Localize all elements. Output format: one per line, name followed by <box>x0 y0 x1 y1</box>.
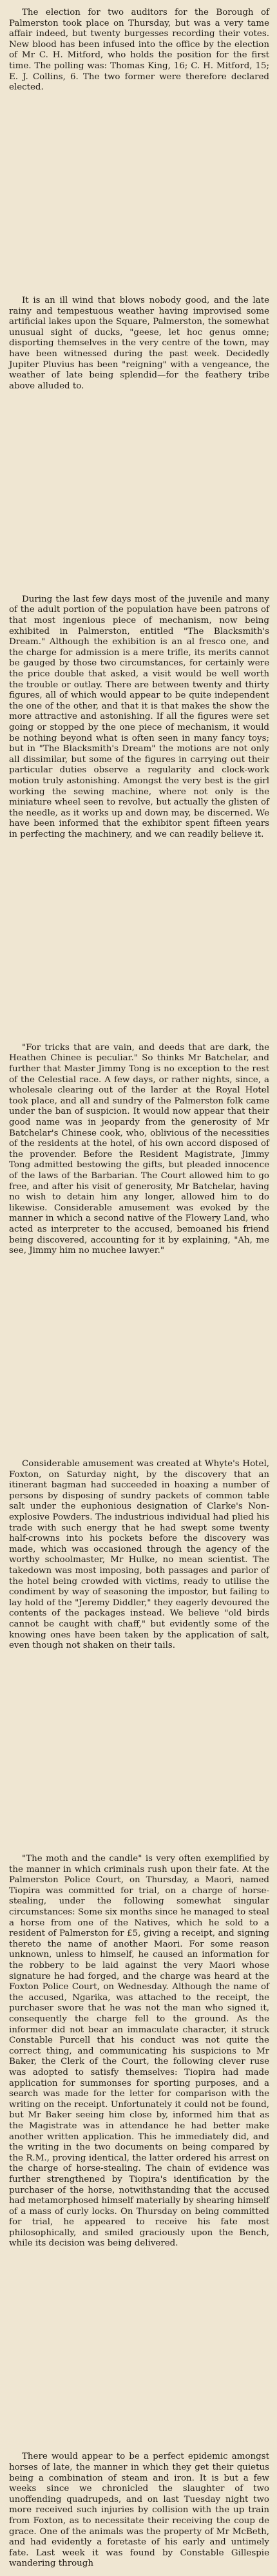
paragraph-auditors-election: The election for two auditors for the Borough of Palmerston took place on Thursday, but was a very tame affair indeed, but twenty burgesses recording their votes. New blood has been infused into the office by the election of Mr C. H. Mitford, who holds the position for the first time. The polling was: Thomas King, 16; C. H. Mitford, 15; E. J. Collins, 6. The two former were therefore declared elected. <box>9 8 269 93</box>
paragraph-moth-and-candle: "The moth and the candle" is very often exemplified by the manner in which criminals rush upon their fate. At the Palmerston Police Court, on Thursday, a Maori, named Tiopira was committed for trial, on a charge of horse-stealing, under the following somewhat singular circumstances: Some six months since he managed to steal a horse from one of the Natives, which he sold to a resident of Palmerston for £5, giving a receipt, and signing thereto the name of another Maori. For some reason unknown, unless to himself, he caused an information for the robbery to be laid against the very Maori whose signature he had forged, and the charge was heard at the Foxton Police Court, on Wednesday. Although the name of the accused, Ngarika, was attached to the receipt, the purchaser swore that he was not the man who signed it, consequently the charge fell to the ground. As the informer did not bear an immaculate character, it struck Constable Purcell that his conduct was not quite the correct thing, and communicating his suspicions to Mr Baker, the Clerk of the Court, the following clever ruse was adopted to satisfy themselves: Tiopira had made application for summonses for sporting purposes, and a search was made for the letter for comparison with the writing on the receipt. Unfortunately it could not be found, but Mr Baker seeing him close by, informed him that as the Magistrate was in attendance he had better make another written application. This he immediately did, and the writing in the two documents on being compared by the R.M., proving identical, the latter ordered his arrest on the charge of horse-stealing. The chain of evidence was further strengthened by Tiopira's identification by the purchaser of the horse, notwithstanding that the accused had metamorphosed himself materially by shearing himself of a mass of curly locks. On Thursday on being committed for trial, he appeared to receive his fate most philosophically, and smiled graciously upon the Bench, while its decision was being delivered. <box>9 1854 269 2249</box>
paragraph-whytes-hotel-hoax: Considerable amusement was created at Whyte's Hotel, Foxton, on Saturday night, by the discovery that an itinerant bagman had succeeded in hoaxing a number of persons by disposing of sundry packets of common table salt under the euphonious designation of Clarke's Non-explosive Powders. The industrious individual had plied his trade with such energy that he had swept some twenty half-crowns into his pockets before the discovery was made, which was occasioned through the agency of the worthy schoolmaster, Mr Hulke, no mean scientist. The takedown was most imposing, both passages and parlor of the hotel being crowded with victims, ready to utilise the condiment by way of seasoning the impostor, but failing to lay hold of the "Jeremy Diddler," they eagerly devoured the contents of the packages instead. We believe "old birds cannot be caught with chaff," but evidently some of the knowing ones have been taken by the application of salt, even though not shaken on their tails. <box>9 1459 269 1651</box>
paragraph-blacksmiths-dream: During the last few days most of the juvenile and many of the adult portion of the population have been patrons of that most ingenious piece of mechanism, now being exhibited in Palmerston, entitled "The Blacksmith's Dream." Although the exhibition is an al fresco one, and the charge for admission is a mere trifle, its merits cannot be gauged by those two circumstances, for certainly were the price double that asked, a visit would be well worth the trouble or outlay. There are between twenty and thirty figures, all of which would appear to be quite independent the one of the other, and that it is that makes the show the more attractive and astonishing. If all the figures were set going or stopped by the one piece of mechanism, it would be nothing beyond what is often seen in many fancy toys; but in "The Blacksmith's Dream" the motions are not only all dissimilar, but some of the figures in carrying out their particular duties observe a regularity and clock-work motion truly astonishing. Amongst the very best is the girl working the sewing machine, where not only is the miniature wheel seen to revolve, but actually the glisten of the needle, as it works up and down may, be discerned. We have been informed that the exhibitor spent fifteen years in perfecting the machinery, and we can readily believe it. <box>9 594 269 839</box>
paragraph-ducks-on-square: It is an ill wind that blows nobody good, and the late rainy and tempestuous weather having improvised some artificial lakes upon the Square, Palmerston, the somewhat unusual sight of ducks, "geese, let hoc genus omne; disporting themselves in the very centre of the town, may have been witnessed during the past week. Decidedly Jupiter Pluvius has been "reigning" with a vengeance, the weather of late being splendid—for the feathery tribe above alluded to. <box>9 296 269 391</box>
paragraph-horse-epidemic: There would appear to be a perfect epidemic amongst horses of late, the manner in which they get their quietus being a combination of steam and iron. It is but a few weeks since we chronicled the slaughter of two unoffending quadrupeds, and on last Tuesday night two more received such injuries by collision with the up train from Foxton, as to necessitate their receiving the coup de grace. One of the animals was the property of Mr McBeth, and had evidently a foretaste of his early and untimely fate. Last week it was found by Constable Gillespie wandering through <box>9 2452 269 2569</box>
paragraph-heathen-chinee: "For tricks that are vain, and deeds that are dark, the Heathen Chinee is peculiar." So thinks Mr Batchelar, and further that Master Jimmy Tong is no exception to the rest of the Celestial race. A few days, or rather nights, since, a wholesale clearing out of the larder at the Royal Hotel took place, and all and sundry of the Palmerston folk came under the ban of suspicion. It would now appear that their good name was in jeopardy from the generosity of Mr Batchelar's Chinese cook, who, oblivious of the necessities of the residents at the hotel, of his own accord disposed of the provender. Before the Resident Magistrate, Jimmy Tong admitted bestowing the gifts, but pleaded innocence of the laws of the Barbarian. The Court allowed him to go free, and after his visit of generosity, Mr Batchelar, having no wish to detain him any longer, allowed him to do likewise. Considerable amusement was evoked by the manner in which a second native of the Flowery Land, who acted as interpreter to the accused, bemoaned his friend being discovered, accounting for it by explaining, "Ah, me see, Jimmy him no muchee lawyer." <box>9 1042 269 1256</box>
